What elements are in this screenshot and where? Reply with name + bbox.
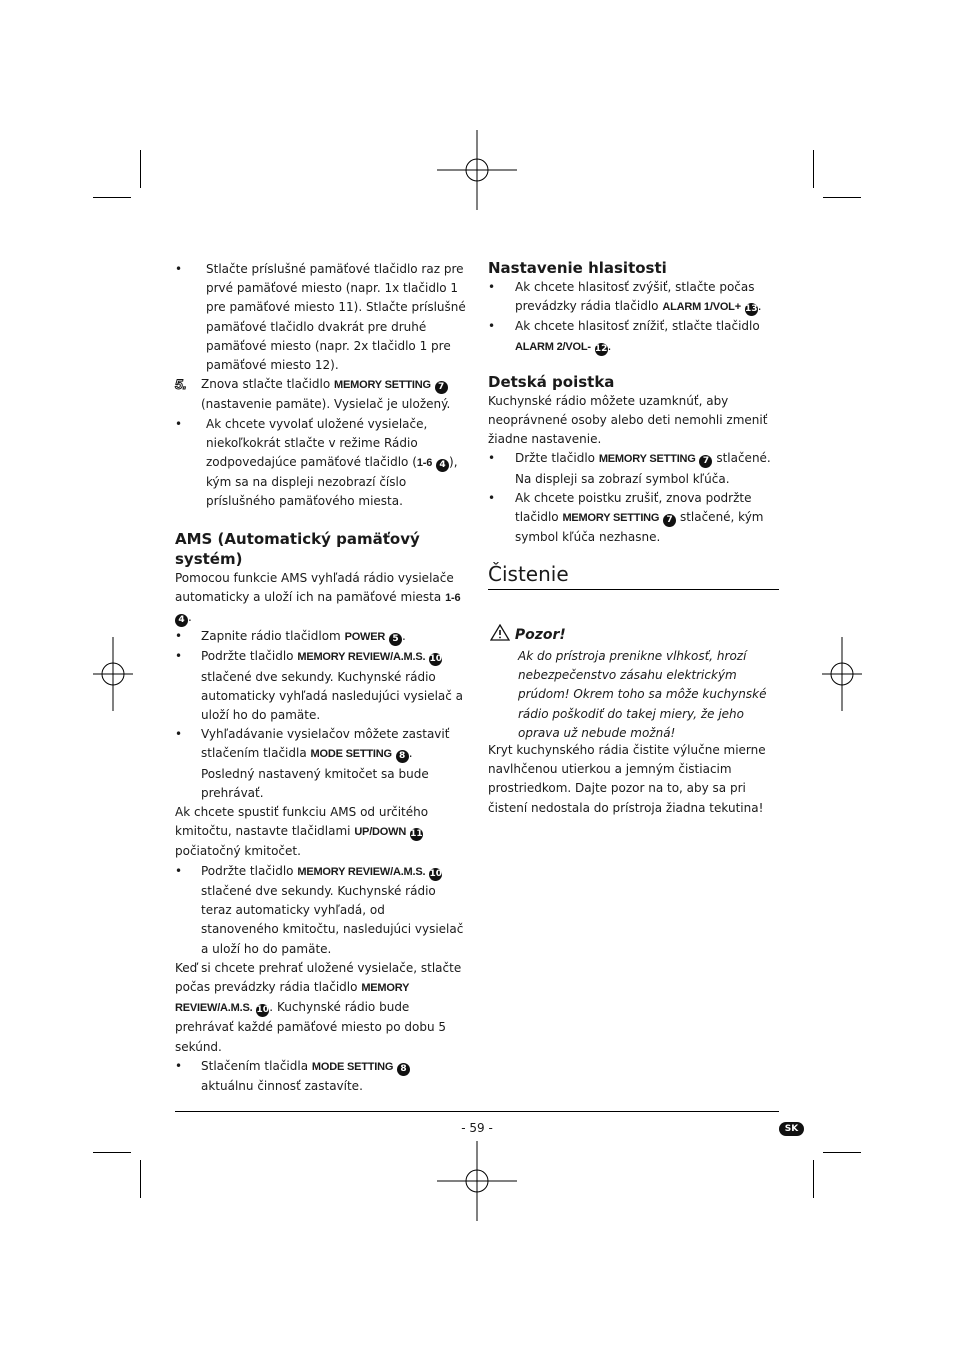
- button-name-memory-setting: MEMORY SETTING: [598, 453, 696, 466]
- crop-mark: [823, 197, 861, 198]
- crop-mark: [813, 150, 814, 188]
- bullet-text-continued: stlačené dve sekundy. Kuchynské rádio automaticky vyhľadá nasledujúci vysielač a uloží ho do pamäte.: [201, 669, 464, 723]
- step-5: [175, 375, 466, 414]
- callout-number-icon: 8: [396, 750, 409, 763]
- heading-rule: [488, 589, 779, 590]
- list-item: • Stlačte príslušné pamäťové tlačidlo raz pre prvé pamäťové miesto (napr. 1x tlačidlo 1 pre pamäťové miesto 11). Stlačte príslušné pamäťové tlačidlo dvakrát pre druhé pamäťové miesto (napr. 2x tlačidlo 1 pre pamäťové miesto 12).: [175, 262, 466, 373]
- crop-mark: [140, 1160, 141, 1198]
- registration-mark-icon: [437, 130, 517, 210]
- bullet-text-continued: stlačené. Na displeji sa zobrazí symbol kľúča.: [515, 451, 771, 486]
- warning-text: Ak do prístroja prenikne vlhkosť, hrozí nebezpečenstvo zásahu elektrickým prúdom! Okrem toho sa môže kuchynské rádio poškodiť do takej miery, že jeho oprava už nebude možná!: [518, 649, 767, 740]
- footer-rule: [175, 1111, 779, 1112]
- button-name-memory-review: MEMORY REVIEW/A.M.S.: [175, 981, 410, 1015]
- button-name-1-6: 1-6: [445, 591, 461, 604]
- button-name-1-6: 1-6: [416, 457, 433, 470]
- button-name-memory-review: MEMORY REVIEW/A.M.S.: [297, 651, 426, 664]
- list-item: • Podržte tlačidlo MEMORY REVIEW/A.M.S. 10 stlačené dve sekundy. Kuchynské rádio teraz automaticky vyhľadá, od stanoveného kmitočtu, nasledujúci vysielač a uloží ho do pamäte.: [175, 863, 464, 956]
- button-name-memory-review: MEMORY REVIEW/A.M.S.: [297, 865, 426, 878]
- button-name-power: POWER: [344, 631, 386, 644]
- warning-triangle-icon: [490, 624, 510, 641]
- callout-number-icon: 10: [429, 654, 442, 665]
- section-heading-child-lock: Detská poistka: [488, 372, 615, 391]
- bullet-text-continued: Posledný nastavený kmitočet sa bude prehrávať.: [201, 766, 429, 800]
- callout-number-icon: 5: [389, 633, 402, 646]
- callout-number-icon: 10: [256, 1005, 270, 1016]
- cleaning-paragraph: Kryt kuchynského rádia čistite výlučne mierne navlhčenou utierkou a jemným čistiacim prostriedkom. Dajte pozor na to, aby sa pri čistení nedostala do prístroja žiadna tekutina!: [488, 743, 766, 815]
- language-badge: SK: [779, 1122, 804, 1136]
- callout-number-icon: 10: [429, 868, 442, 879]
- callout-number-icon: 8: [397, 1063, 410, 1076]
- button-name-memory-setting: MEMORY SETTING: [562, 512, 660, 525]
- callout-number-icon: 11: [410, 829, 423, 840]
- callout-number-icon: 12: [594, 343, 608, 354]
- bullet-text-continued: stlačené dve sekundy. Kuchynské rádio teraz automaticky vyhľadá, od stanoveného kmitočtu, nasledujúci vysielač a uloží ho do pamäte.: [201, 883, 464, 956]
- list-item: • Ak chcete poistku zrušiť, znova podržte tlačidlo MEMORY SETTING 7 stlačené, kým symbol kľúča nezhasne.: [488, 490, 764, 545]
- warning-title: Pozor!: [514, 627, 566, 643]
- registration-mark-icon: [437, 1141, 517, 1221]
- paragraph: Kuchynské rádio môžete uzamknúť, aby neoprávnené osoby alebo deti nemohli zmeniť žiadne nastavenie.: [488, 393, 768, 447]
- list-item: • Ak chcete vyvolať uložené vysielače, niekoľkokrát stlačte v režime Rádio zodpovedajúce pamäťové tlačidlo (1-6 4 ), kým sa na displeji nezobrazí číslo príslušného pamäťového miesta.: [175, 416, 458, 509]
- section-heading-cleaning: Čistenie: [488, 562, 569, 586]
- list-item: • Stlačením tlačidla MODE SETTING 8 aktuálnu činnosť zastavíte.: [175, 1057, 466, 1096]
- crop-mark: [140, 150, 141, 188]
- bullet-text: Ak chcete hlasitosť zvýšiť, stlačte počas prevádzky rádia tlačidlo: [515, 280, 755, 314]
- paragraph: Pomocou funkcie AMS vyhľadá rádio vysielače automaticky a uloží ich na pamäťové miesta 1-6 4 .: [175, 570, 461, 626]
- crop-mark: [93, 197, 131, 198]
- paragraph: [175, 803, 466, 862]
- button-name-up-down: UP/DOWN: [354, 826, 407, 839]
- crop-mark: [93, 1152, 131, 1153]
- paragraph-text: Keď si chcete prehrať uložené vysielače, stlačte počas prevádzky rádia tlačidlo: [175, 960, 462, 994]
- page-number: - 59 -: [461, 1121, 493, 1135]
- button-name-alarm1-vol-plus: ALARM 1/VOL+: [662, 301, 741, 314]
- callout-number-icon: 7: [699, 455, 712, 468]
- paragraph-text: Ak chcete spustiť funkciu AMS od určitého kmitočtu, nastavte tlačidlami: [175, 805, 429, 839]
- bullet-text-continued: stlačené, kým symbol kľúča nezhasne.: [515, 510, 764, 545]
- callout-number-icon: 4: [175, 614, 188, 627]
- bullet-text: Zapnite rádio tlačidlom: [201, 629, 341, 644]
- registration-mark-icon: [73, 634, 153, 714]
- warning-box: [490, 624, 779, 743]
- crop-mark: [813, 1160, 814, 1198]
- bullet-text: Ak chcete poistku zrušiť, znova podržte tlačidlo: [515, 490, 752, 525]
- registration-mark-icon: [802, 634, 882, 714]
- bullet-text: Vyhľadávanie vysielačov môžete zastaviť stlačením tlačidla: [201, 727, 450, 761]
- recall-text-continued: ), kým sa na displeji nezobrazí číslo príslušného pamäťového miesta.: [206, 455, 458, 509]
- callout-number-icon: 7: [435, 381, 448, 394]
- callout-number-icon: 4: [436, 459, 449, 472]
- bullet-text: Stlačením tlačidla: [201, 1058, 309, 1073]
- list-item: • Držte tlačidlo MEMORY SETTING 7 stlačené. Na displeji sa zobrazí symbol kľúča.: [488, 451, 771, 486]
- step-5-text-continued: (nastavenie pamäte). Vysielač je uložený.: [201, 397, 451, 412]
- recall-text: Ak chcete vyvolať uložené vysielače, niekoľkokrát stlačte v režime Rádio zodpovedajúce pamäťové tlačidlo (: [206, 416, 428, 470]
- crop-mark: [823, 1152, 861, 1153]
- callout-number-icon: 13: [745, 304, 758, 315]
- paragraph-text-continued: počiatočný kmitočet.: [175, 844, 301, 859]
- list-item: • Vyhľadávanie vysielačov môžete zastaviť stlačením tlačidla MODE SETTING 8 . Posledný nastavený kmitočet sa bude prehrávať.: [175, 727, 450, 800]
- intro-bullet-text: Stlačte príslušné pamäťové tlačidlo raz pre prvé pamäťové miesto (napr. 1x tlačidlo 1 pre pamäťové miesto 11). Stlačte príslušné pamäťové tlačidlo dvakrát pre druhé pamäťové miesto (napr. 2x tlačidlo 1 pre pamäťové miesto 12).: [206, 262, 466, 373]
- button-name-mode-setting: MODE SETTING: [310, 748, 392, 761]
- paragraph-text-continued: Kuchynské rádio bude prehrávať každé pamäťové miesto po dobu 5 sekúnd.: [175, 1000, 447, 1054]
- step-5-text: Znova stlačte tlačidlo: [201, 377, 331, 392]
- list-item: • Zapnite rádio tlačidlom POWER 5 .: [175, 629, 406, 645]
- callout-number-icon: 7: [663, 514, 676, 527]
- section-heading-volume: Nastavenie hlasitosti: [488, 259, 667, 277]
- bullet-text: Držte tlačidlo: [515, 451, 595, 466]
- ams-intro-text: Pomocou funkcie AMS vyhľadá rádio vysielače automaticky a uloží ich na pamäťové miesta: [175, 570, 454, 604]
- bullet-text: Podržte tlačidlo: [201, 863, 294, 878]
- right-column: [488, 258, 779, 547]
- bullet-text: Ak chcete hlasitosť znížiť, stlačte tlačidlo: [515, 319, 760, 334]
- bullet-text-continued: aktuálnu činnosť zastavíte.: [201, 1078, 363, 1093]
- bullet-text: Podržte tlačidlo: [201, 649, 294, 664]
- left-column: [175, 260, 466, 1096]
- button-name-memory-setting: MEMORY SETTING: [334, 379, 431, 392]
- step-number: 5.: [175, 376, 187, 393]
- list-item: • Ak chcete hlasitosť znížiť, stlačte tlačidlo ALARM 2/VOL- 12.: [488, 319, 760, 354]
- paragraph: Keď si chcete prehrať uložené vysielače, stlačte počas prevádzky rádia tlačidlo MEMORY REVIEW/A.M.S. 10. Kuchynské rádio bude prehrávať každé pamäťové miesto po dobu 5 sekúnd.: [175, 960, 462, 1054]
- section-heading-ams: AMS (Automatický pamäťový systém): [175, 529, 420, 568]
- button-name-mode-setting: MODE SETTING: [311, 1060, 394, 1073]
- list-item: • Ak chcete hlasitosť zvýšiť, stlačte počas prevádzky rádia tlačidlo ALARM 1/VOL+ 13.: [488, 280, 762, 315]
- button-name-alarm2-vol-minus: ALARM 2/VOL-: [515, 340, 591, 353]
- list-item: • Podržte tlačidlo MEMORY REVIEW/A.M.S. 10 stlačené dve sekundy. Kuchynské rádio automaticky vyhľadá nasledujúci vysielač a uloží ho do pamäte.: [175, 649, 464, 723]
